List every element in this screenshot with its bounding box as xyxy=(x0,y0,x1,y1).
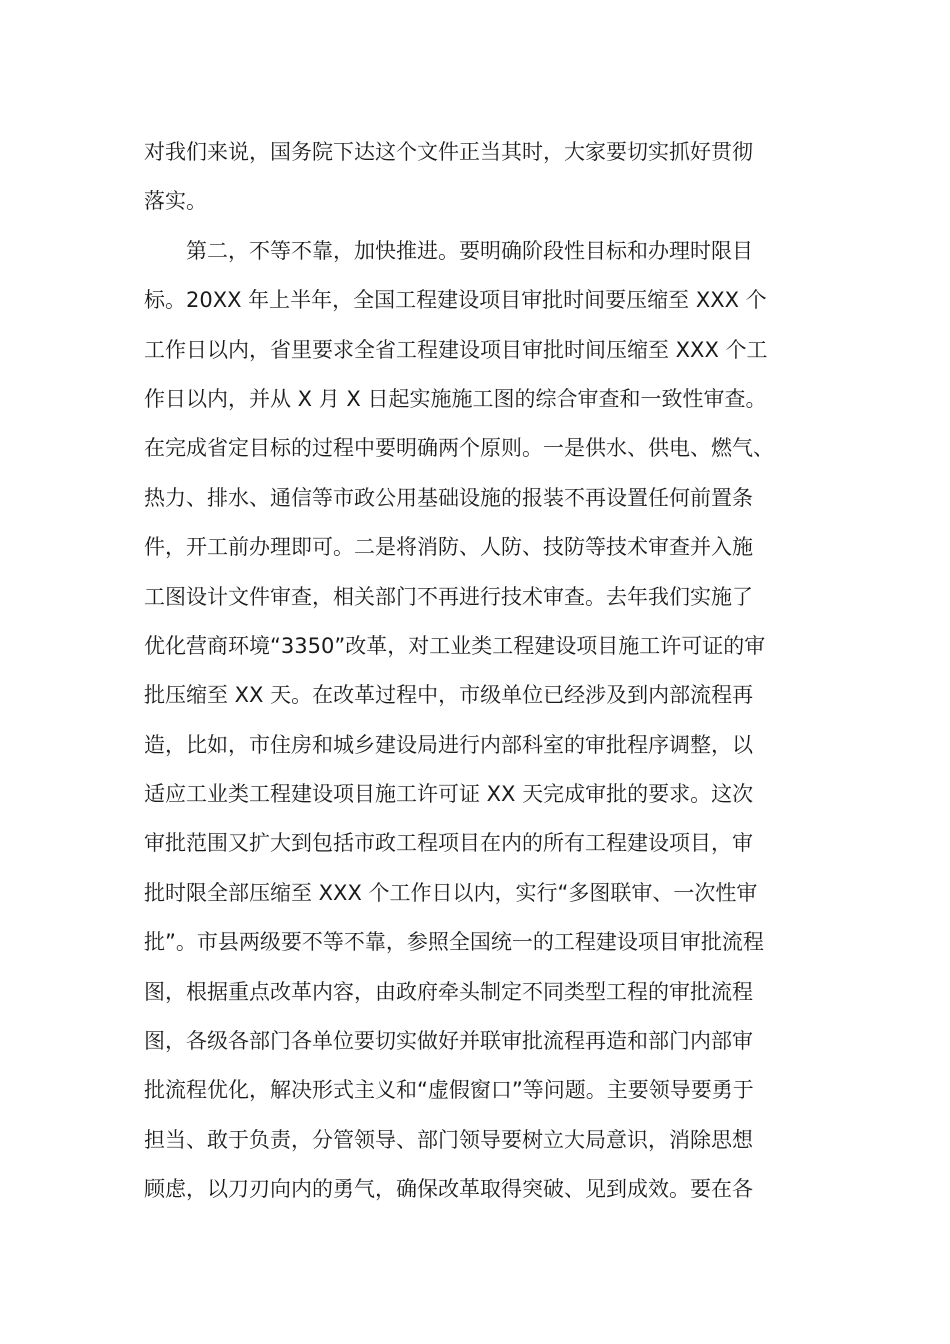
text-line: 对我们来说，国务院下达这个文件正当其时，大家要切实抓好贯彻 xyxy=(144,140,753,164)
text-line: 标。20XX 年上半年，全国工程建设项目审批时间要压缩至 XXX 个 xyxy=(144,288,767,313)
text-line: 在完成省定目标的过程中要明确两个原则。一是供水、供电、燃气、 xyxy=(144,436,774,461)
text-line: 顾虑，以刀刃向内的勇气，确保改革取得突破、见到成效。要在各 xyxy=(144,1177,753,1202)
text-line: 批”。市县两级要不等不靠，参照全国统一的工程建设项目审批流程 xyxy=(144,930,764,955)
text-line: 工图设计文件审查，相关部门不再进行技术审查。去年我们实施了 xyxy=(144,584,753,609)
text-line: 优化营商环境“3350”改革，对工业类工程建设项目施工许可证的审 xyxy=(144,633,766,658)
text-line: 工作日以内，省里要求全省工程建设项目审批时间压缩至 XXX 个工 xyxy=(144,337,768,362)
text-line: 担当、敢于负责，分管领导、部门领导要树立大局意识，消除思想 xyxy=(144,1127,753,1152)
text-line: 热力、排水、通信等市政公用基础设施的报装不再设置任何前置条 xyxy=(144,485,753,510)
text-line: 图，根据重点改革内容，由政府牵头制定不同类型工程的审批流程 xyxy=(144,979,753,1004)
text-line: 批流程优化，解决形式主义和“虚假窗口”等问题。主要领导要勇于 xyxy=(144,1078,754,1103)
text-line: 作日以内，并从 X 月 X 日起实施施工图的综合审查和一致性审查。 xyxy=(144,386,767,411)
text-line: 图，各级各部门各单位要切实做好并联审批流程再造和部门内部审 xyxy=(144,1029,753,1054)
text-line: 适应工业类工程建设项目施工许可证 XX 天完成审批的要求。这次 xyxy=(144,782,754,807)
text-line: 件，开工前办理即可。二是将消防、人防、技防等技术审查并入施 xyxy=(144,535,753,560)
text-line: 第二，不等不靠，加快推进。要明确阶段性目标和办理时限目 xyxy=(144,238,753,263)
text-line: 造，比如，市住房和城乡建设局进行内部科室的审批程序调整，以 xyxy=(144,732,753,757)
text-line: 批压缩至 XX 天。在改革过程中，市级单位已经涉及到内部流程再 xyxy=(144,683,754,708)
text-line: 批时限全部压缩至 XXX 个工作日以内，实行“多图联审、一次性审 xyxy=(144,880,758,905)
body-text xyxy=(144,128,824,1215)
text-line: 审批范围又扩大到包括市政工程项目在内的所有工程建设项目，审 xyxy=(144,831,753,856)
text-line: 落实。 xyxy=(144,189,207,214)
